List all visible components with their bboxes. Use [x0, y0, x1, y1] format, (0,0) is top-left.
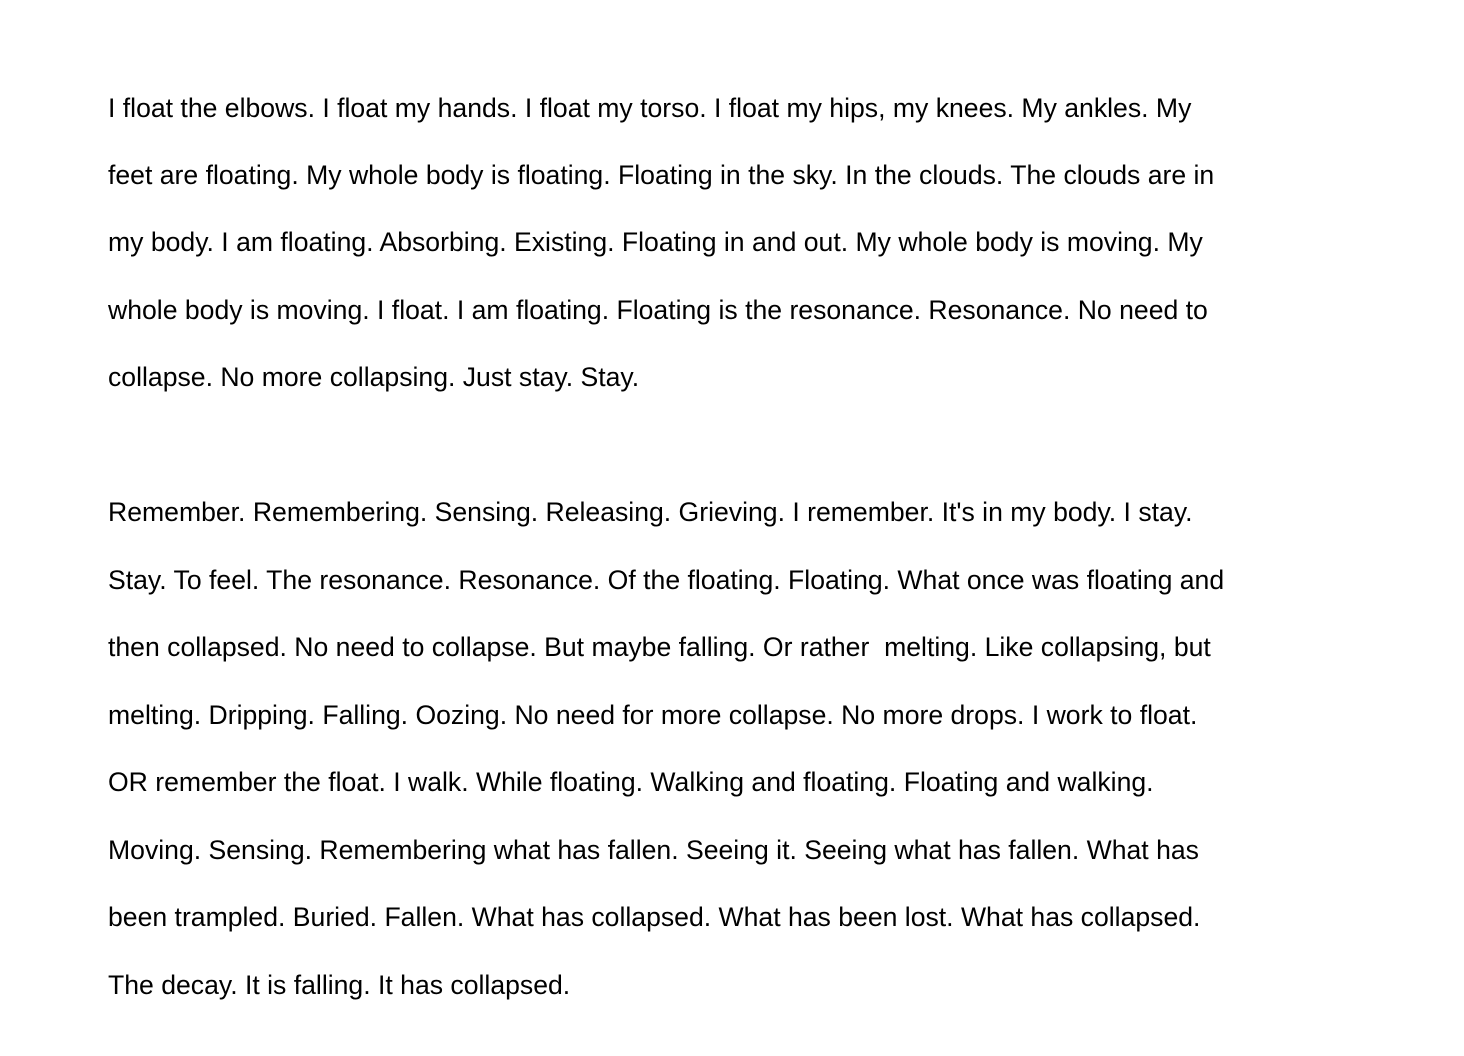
- text-line: OR remember the float. I walk. While floating. Walking and floating. Floating and walking.: [108, 767, 1154, 797]
- text-line: collapse. No more collapsing. Just stay. Stay.: [108, 362, 640, 392]
- text-line: feet are floating. My whole body is floating. Floating in the sky. In the clouds. The clouds are in: [108, 160, 1215, 190]
- text-line: The decay. It is falling. It has collapsed.: [108, 970, 571, 1000]
- text-line: Moving. Sensing. Remembering what has fallen. Seeing it. Seeing what has fallen. What has: [108, 835, 1199, 865]
- text-line: been trampled. Buried. Fallen. What has collapsed. What has been lost. What has collapsed.: [108, 902, 1201, 932]
- text-line: my body. I am floating. Absorbing. Existing. Floating in and out. My whole body is moving. My: [108, 227, 1203, 257]
- text-line: whole body is moving. I float. I am floating. Floating is the resonance. Resonance. No need to: [108, 295, 1208, 325]
- text-line: melting. Dripping. Falling. Oozing. No need for more collapse. No more drops. I work to float.: [108, 700, 1198, 730]
- text-line: I float the elbows. I float my hands. I float my torso. I float my hips, my knees. My ankles. My: [108, 93, 1192, 123]
- text-line: Stay. To feel. The resonance. Resonance. Of the floating. Floating. What once was floating and: [108, 565, 1225, 595]
- text-line: then collapsed. No need to collapse. But maybe falling. Or rather melting. Like collapsing, but: [108, 632, 1211, 662]
- text-line: Remember. Remembering. Sensing. Releasing. Grieving. I remember. It's in my body. I stay.: [108, 497, 1193, 527]
